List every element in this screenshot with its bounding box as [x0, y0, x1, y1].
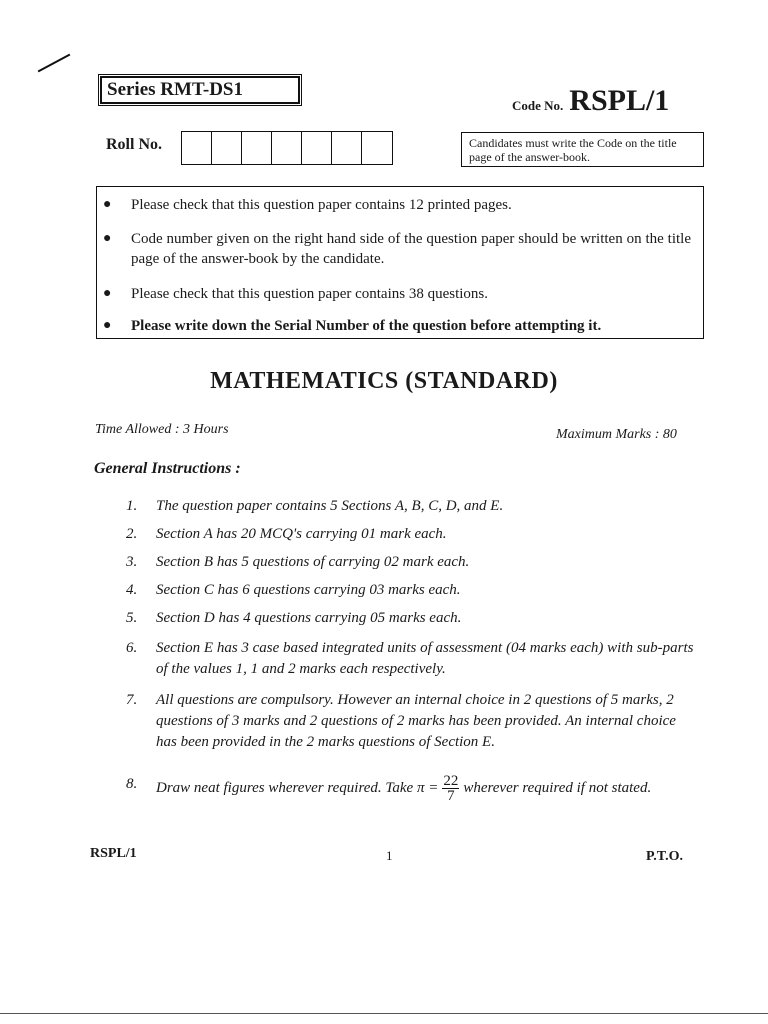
candidate-code-note: Candidates must write the Code on the title page of the answer-book. — [461, 132, 704, 167]
bullet-icon: ● — [103, 286, 112, 301]
page-number: 1 — [386, 848, 393, 863]
code-number — [512, 84, 669, 118]
roll-number-box — [212, 132, 242, 164]
pto-label: P.T.O. — [646, 849, 683, 864]
instruction-item: 8. Draw neat figures wherever required. Take π = $\frac{22}{7}$ wherever required if not stated. — [126, 773, 652, 804]
roll-number-label: Roll No. — [106, 136, 162, 153]
series-label: Series RMT-DS1 — [100, 76, 300, 104]
notice-box — [96, 186, 704, 339]
code-value: RSPL/1 — [569, 84, 670, 117]
footer-code: RSPL/1 — [90, 846, 137, 861]
instruction-item: 5. Section D has 4 questions carrying 05 marks each. — [126, 610, 462, 626]
pi-fraction: $\frac{22}{7}$ — [443, 773, 459, 804]
time-allowed: Time Allowed : 3 Hours — [95, 422, 229, 437]
instruction-item: 7. All questions are compulsory. However an internal choice in 2 questions of 5 marks, 2 questions of 3 marks and 2 questions of 2 marks has been provided. An internal choice has been provided in the 2 marks questions of Section E. — [126, 692, 676, 750]
instruction-item: 4. Section C has 6 questions carrying 03 marks each. — [126, 582, 461, 598]
instruction-item: 1. The question paper contains 5 Sections A, B, C, D, and E. — [126, 498, 504, 514]
bullet-icon: ● — [103, 318, 112, 333]
bottom-edge-line — [0, 1013, 768, 1014]
notice-item: ● Please check that this question paper contains 12 printed pages. — [103, 197, 512, 213]
instruction-item: 2. Section A has 20 MCQ's carrying 01 mark each. — [126, 526, 447, 542]
roll-number-box — [332, 132, 362, 164]
bullet-icon: ● — [103, 231, 112, 246]
pen-tick-mark — [38, 54, 71, 73]
notice-item: ● Please check that this question paper contains 38 questions. — [103, 286, 489, 302]
roll-number-box — [302, 132, 332, 164]
notice-item: ● Code number given on the right hand side of the question paper should be written on the title page of the answer-book by the candidate. — [103, 231, 691, 267]
bullet-icon: ● — [103, 197, 112, 212]
roll-number-box — [272, 132, 302, 164]
paper-title: MATHEMATICS (STANDARD) — [210, 368, 558, 394]
roll-number-boxes — [181, 131, 393, 165]
maximum-marks: Maximum Marks : 80 — [556, 427, 677, 442]
general-instructions-heading: General Instructions : — [94, 460, 241, 477]
roll-number-box — [362, 132, 392, 164]
instruction-item: 3. Section B has 5 questions of carrying 02 mark each. — [126, 554, 470, 570]
roll-number-box — [242, 132, 272, 164]
instruction-item: 6. Section E has 3 case based integrated units of assessment (04 marks each) with sub-parts of the values 1, 1 and 2 marks each respectively. — [126, 640, 694, 677]
code-label: Code No. — [512, 98, 564, 113]
notice-item: ● Please write down the Serial Number of the question before attempting it. — [103, 318, 602, 334]
roll-number-box — [182, 132, 212, 164]
